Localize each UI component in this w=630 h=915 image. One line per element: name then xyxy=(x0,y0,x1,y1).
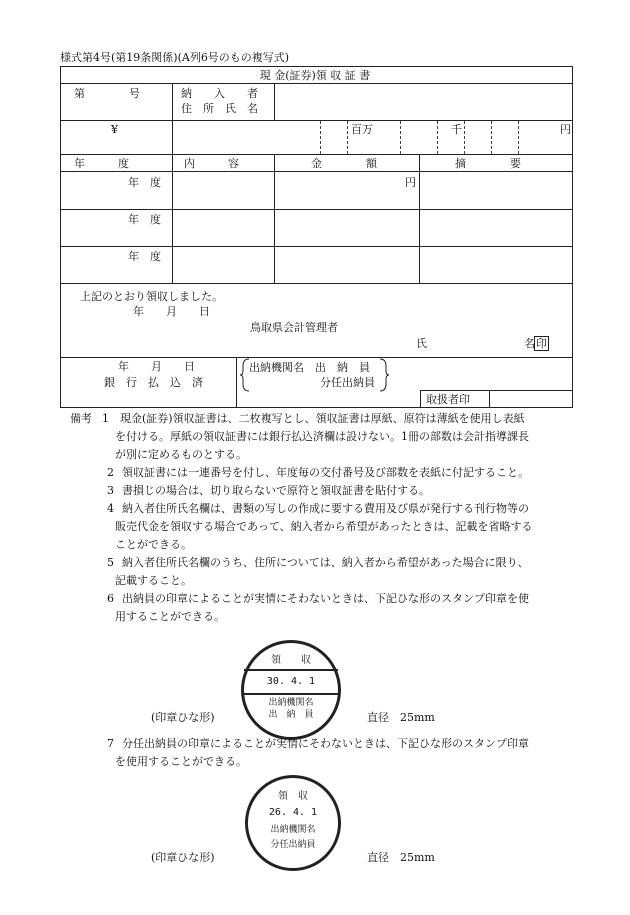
name-label-2: 名 xyxy=(524,337,535,350)
note-6-num: 6 xyxy=(107,592,114,605)
note-5-line: 記載すること。 xyxy=(115,574,192,587)
note-6-line: 出納員の印章によることが実情にそわないときは、下記ひな形のスタンプ印章を使 xyxy=(122,592,529,605)
cashier-line-2: 分任出納員 xyxy=(320,376,375,389)
stamp-2-date: 26. 4. 1 xyxy=(268,807,318,818)
accountant-label: 鳥取県会計管理者 xyxy=(250,321,338,334)
unit-yen: 円 xyxy=(560,123,571,136)
stamp-1-date: 30. 4. 1 xyxy=(266,676,316,687)
received-text: 上記のとおり領収しました。 xyxy=(80,290,223,303)
unit-million: 百万 xyxy=(351,123,373,136)
row-year-label: 年 度 xyxy=(128,250,161,263)
note-5-line: 納入者住所氏名欄のうち、住所については、納入者から希望があった場合に限り、 xyxy=(122,556,529,569)
note-4-num: 4 xyxy=(107,502,114,515)
form-title: 様式第4号(第19条関係)(A列6号のもの複写式) xyxy=(60,51,290,64)
stamp-2-top: 領 収 xyxy=(278,791,308,802)
stamp-2-caption: (印章ひな形) xyxy=(151,851,215,864)
seal-mark: 印 xyxy=(536,337,547,350)
note-7-line: を使用することができる。 xyxy=(115,755,247,768)
stamp-1-diameter: 直径 25mm xyxy=(367,711,435,724)
note-2-num: 2 xyxy=(107,466,114,479)
col-amount: 金 額 xyxy=(311,157,377,170)
stamp-2-line2: 分任出納員 xyxy=(270,840,316,850)
notes-label: 備考 xyxy=(70,412,92,425)
stamp-1-top: 領 収 xyxy=(271,655,311,666)
note-7-num: 7 xyxy=(107,737,114,750)
note-1-line: 現金(証券)領収証書は、二枚複写とし、領収証書は厚紙、原符は薄紙を使用し表紙 xyxy=(120,412,525,425)
stamp-1-line1: 出納機関名 xyxy=(268,698,314,708)
received-date: 年 月 日 xyxy=(133,305,210,318)
note-2-line: 領収証書には一連番号を付し、年度毎の交付番号及び部数を表紙に付記すること。 xyxy=(122,466,529,479)
name-label-1: 氏 xyxy=(416,337,427,350)
yen-symbol: ¥ xyxy=(111,123,118,136)
row-yen: 円 xyxy=(405,176,416,189)
note-3-line: 書損じの場合は、切り取らないで原符と領収証書を貼付する。 xyxy=(122,484,430,497)
payer-label-1: 納 入 者 xyxy=(181,87,258,100)
bank-date: 年 月 日 xyxy=(118,360,195,373)
number-label: 第 号 xyxy=(74,87,140,100)
note-1-num: 1 xyxy=(102,412,109,425)
note-5-num: 5 xyxy=(107,556,114,569)
note-4-line: ことができる。 xyxy=(115,538,192,551)
note-4-line: 納入者住所氏名欄は、書類の写しの作成に要する費用及び県が発行する刊行物等の xyxy=(122,502,529,515)
col-remarks: 摘 要 xyxy=(455,157,521,170)
receipt-title: 現 金(証券)領 収 証 書 xyxy=(259,69,371,82)
unit-thousand: 千 xyxy=(451,123,462,136)
payer-label-2: 住 所 氏 名 xyxy=(181,102,258,115)
stamp-2-line1: 出納機関名 xyxy=(270,825,316,835)
note-1-line: が別に定めるものとする。 xyxy=(115,448,247,461)
note-1-line: を付ける。厚紙の領収証書には銀行払込済欄は設けない。1冊の部数は会計指導課長 xyxy=(115,430,529,443)
note-7-line: 分任出納員の印章によることが実情にそわないときは、下記ひな形のスタンプ印章 xyxy=(122,737,529,750)
row-year-label: 年 度 xyxy=(128,176,161,189)
bank-label: 銀 行 払 込 済 xyxy=(104,376,203,389)
note-3-num: 3 xyxy=(107,484,114,497)
notes-list xyxy=(60,410,580,626)
stamp-2-diameter: 直径 25mm xyxy=(367,851,435,864)
note-4-line: 販売代金を領収する場合であって、納入者から希望があったときは、記載を省略する xyxy=(115,520,533,533)
cashier-line-1: 出納機関名 出 納 員 xyxy=(249,361,370,374)
stamp-1-caption: (印章ひな形) xyxy=(151,711,215,724)
col-year: 年 度 xyxy=(74,157,129,170)
col-content: 内 容 xyxy=(184,157,239,170)
stamp-sample-1 xyxy=(241,640,341,740)
right-bracket xyxy=(378,358,390,392)
row-year-label: 年 度 xyxy=(128,213,161,226)
note-6-line: 用することができる。 xyxy=(115,610,225,623)
stamp-1-line2: 出 納 員 xyxy=(268,710,314,720)
stamp-sample-2 xyxy=(245,775,341,871)
handler-seal-label: 取扱者印 xyxy=(426,393,470,406)
